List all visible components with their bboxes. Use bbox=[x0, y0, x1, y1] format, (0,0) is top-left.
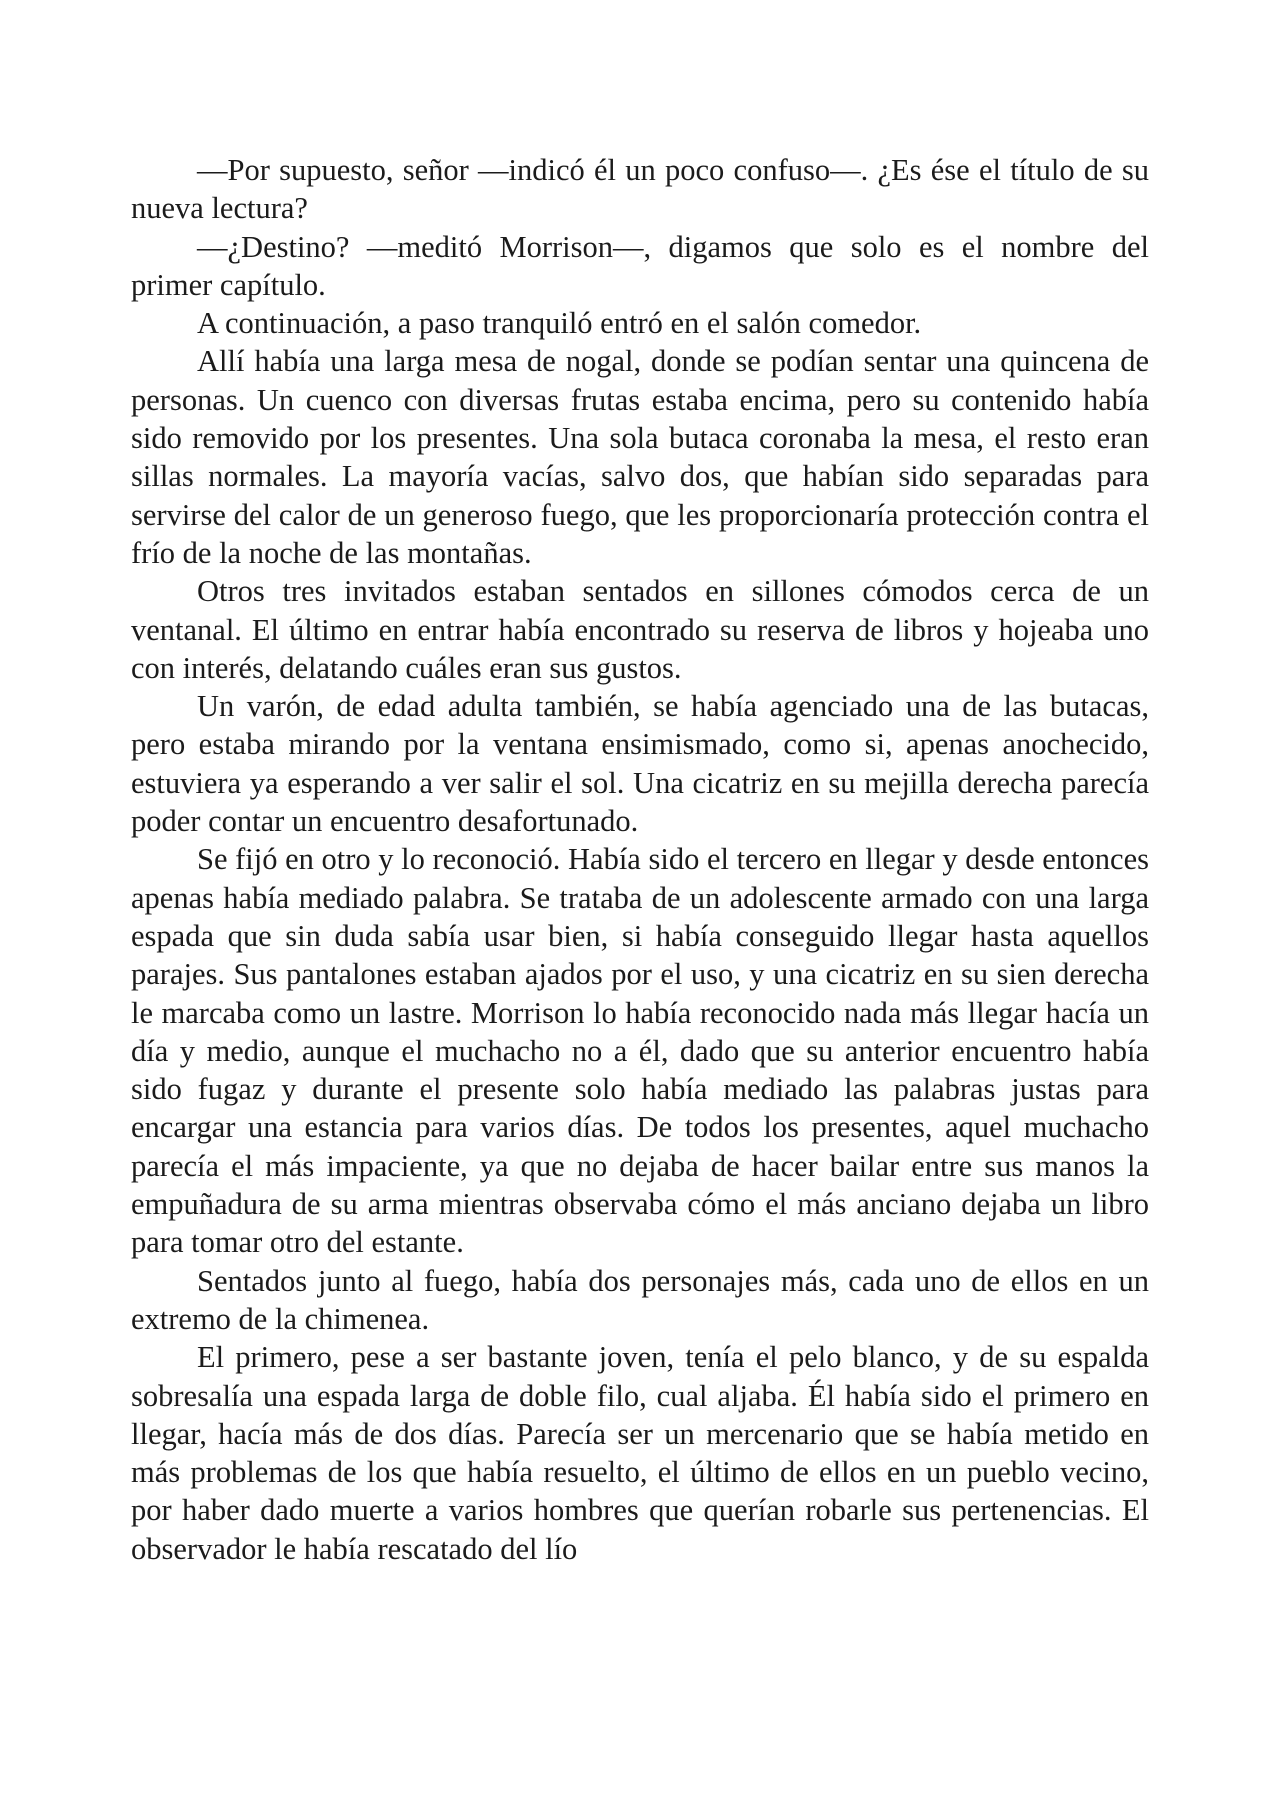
paragraph: Sentados junto al fuego, había dos personajes más, cada uno de ellos en un extremo de la chimenea. bbox=[131, 1263, 1149, 1336]
paragraph: Un varón, de edad adulta también, se había agenciado una de las butacas, pero estaba mirando por la ventana ensimismado, como si, apenas anochecido, estuviera ya esperando a ver salir el sol. Una cicatriz en su mejilla derecha parecía poder contar un encuentro desafortunado. bbox=[131, 689, 1149, 839]
paragraph: A continuación, a paso tranquiló entró en el salón comedor. bbox=[197, 306, 922, 341]
paragraph: El primero, pese a ser bastante joven, tenía el pelo blanco, y de su espalda sobresalía una espada larga de doble filo, cual aljaba. Él había sido el primero en llegar, hacía más de dos días. Parecía ser un mercenario que se había metido en más problemas de los que había resuelto, el último de ellos en un pueblo vecino, por haber dado muerte a varios hombres que querían robarle sus pertenencias. El observador le había rescatado del lío bbox=[131, 1340, 1149, 1566]
paragraph: —¿Destino? —meditó Morrison—, digamos que solo es el nombre del primer capítulo. bbox=[131, 229, 1149, 302]
paragraph: Se fijó en otro y lo reconoció. Había sido el tercero en llegar y desde entonces apenas había mediado palabra. Se trataba de un adolescente armado con una larga espada que sin duda sabía usar bien, si había conseguido llegar hasta aquellos parajes. Sus pantalones estaban ajados por el uso, y una cicatriz en su sien derecha le marcaba como un lastre. Morrison lo había reconocido nada más llegar hacía un día y medio, aunque el muchacho no a él, dado que su anterior encuentro había sido fugaz y durante el presente solo había mediado las palabras justas para encargar una estancia para varios días. De todos los presentes, aquel muchacho parecía el más impaciente, ya que no dejaba de hacer bailar entre sus manos la empuñadura de su arma mientras observaba cómo el más anciano dejaba un libro para tomar otro del estante. bbox=[131, 842, 1149, 1260]
paragraph: —Por supuesto, señor —indicó él un poco confuso—. ¿Es ése el título de su nueva lectura? bbox=[131, 153, 1149, 226]
paragraph: Otros tres invitados estaban sentados en sillones cómodos cerca de un ventanal. El último en entrar había encontrado su reserva de libros y hojeaba uno con interés, delatando cuáles eran sus gustos. bbox=[131, 574, 1149, 685]
paragraph: Allí había una larga mesa de nogal, donde se podían sentar una quincena de personas. Un cuenco con diversas frutas estaba encima, pero su contenido había sido removido por los presentes. Una sola butaca coronaba la mesa, el resto eran sillas normales. La mayoría vacías, salvo dos, que habían sido separadas para servirse del calor de un generoso fuego, que les proporcionaría protección contra el frío de la noche de las montañas. bbox=[131, 344, 1149, 570]
body-text bbox=[131, 151, 1149, 1568]
